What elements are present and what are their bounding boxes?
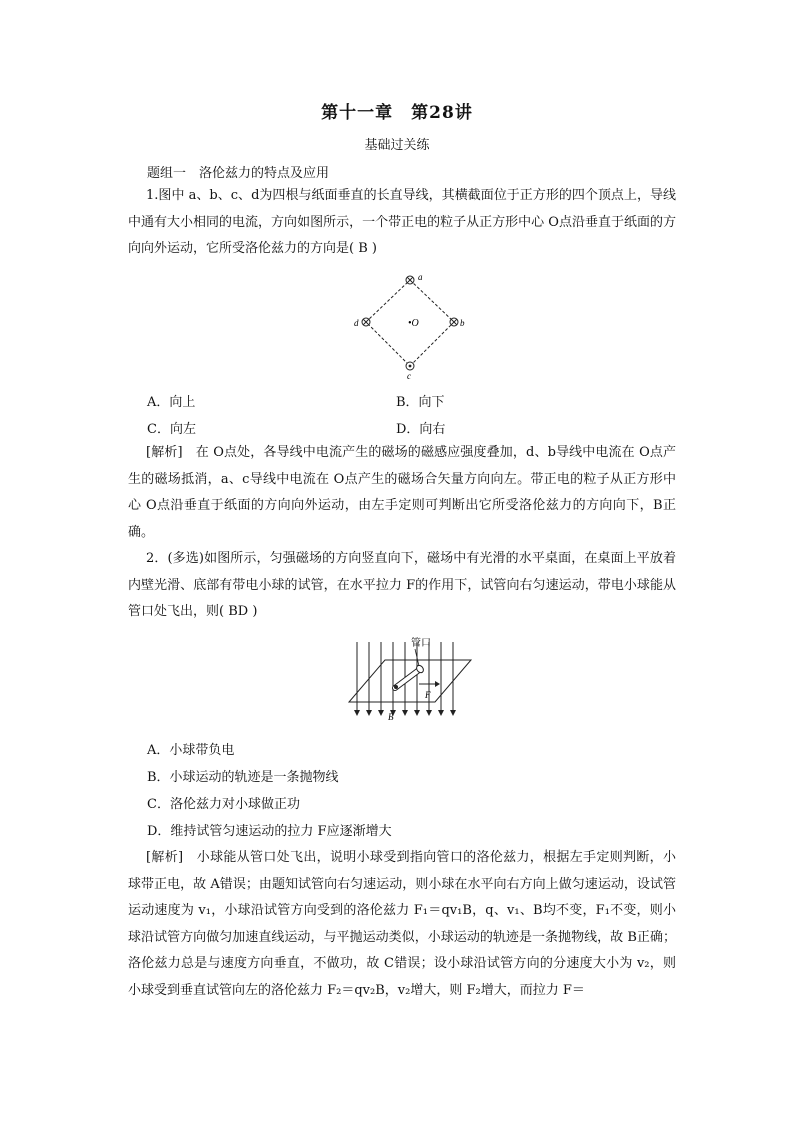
label-c: c	[407, 371, 411, 381]
charged-ball	[394, 685, 398, 689]
q2-option-d: D．维持试管匀速运动的拉力 F应逐渐增大	[147, 824, 392, 839]
label-d: d	[354, 318, 359, 328]
q1-option-a: A．向上	[147, 395, 196, 410]
field-arrowheads	[354, 710, 456, 716]
force-arrowhead	[435, 681, 440, 687]
wire-b-cross-symbol	[450, 318, 458, 326]
q2-option-b: B．小球运动的轨迹是一条抛物线	[147, 770, 339, 785]
q1-analysis: [解析] 在 O点处，各导线中电流产生的磁场的磁感应强度叠加，d、b导线中电流在 O点产生的磁场抵消，a、c导线中电流在 O点产生的磁场合矢量方向向左。带正电的粒子从正方形中心 O点沿垂直于纸面的方向向外运动，由左手定则可判断出它所受洛伦兹力的方向向下，B正确。	[128, 445, 676, 540]
q1-option-c: C．向左	[147, 422, 196, 437]
page-title: 第十一章 第28讲	[321, 103, 473, 123]
square-wires-diagram	[350, 268, 470, 382]
test-tube	[394, 664, 425, 689]
page-subtitle: 基础过关练	[364, 138, 430, 153]
label-o: •O	[408, 318, 419, 329]
magnetic-field-tube-diagram	[343, 632, 479, 722]
label-a: a	[418, 272, 423, 282]
wire-c-dot-symbol	[406, 362, 414, 370]
label-B: B	[388, 712, 394, 722]
wire-a-cross-symbol	[406, 276, 414, 284]
question-2-stem: 2．(多选)如图所示，匀强磁场的方向竖直向下，磁场中有光滑的水平桌面，在桌面上平放着内壁光滑、底部有带电小球的试管，在水平拉力 F的作用下，试管向右匀速运动，带电小球能从管口处飞出，则( BD )	[128, 551, 676, 619]
q2-option-a: A．小球带负电	[147, 743, 235, 758]
q1-option-b: B．向下	[396, 395, 445, 410]
group-heading: 题组一 洛伦兹力的特点及应用	[147, 166, 330, 181]
wire-d-cross-symbol	[362, 318, 370, 326]
q2-analysis: [解析] 小球能从管口处飞出，说明小球受到指向管口的洛伦兹力，根据左手定则判断，小球带正电，故 A错误；由题知试管向右匀速运动，则小球在水平向右方向上做匀速运动，设试管运动速度为 v₁，小球沿试管方向受到的洛伦兹力 F₁＝qv₁B，q、v₁、B均不变，F₁不变，则小球沿试管方向做匀加速直线运动，与平抛运动类似，小球运动的轨迹是一条抛物线，故 B正确；洛伦兹力总是与速度方向垂直，不做功，故 C错误；设小球沿试管方向的分速度大小为 v₂，则小球受到垂直试管向左的洛伦兹力 F₂＝qv₂B，v₂增大，则 F₂增大，而拉力 F＝	[128, 850, 676, 998]
label-F: F	[425, 690, 431, 700]
label-tube-mouth: 管口	[411, 638, 431, 649]
label-b: b	[460, 318, 465, 328]
q1-option-d: D．向右	[396, 422, 446, 437]
question-1-stem: 1.图中 a、b、c、d为四根与纸面垂直的长直导线，其横截面位于正方形的四个顶点上，导线中通有大小相同的电流，方向如图所示，一个带正电的粒子从正方形中心 O点沿垂直于纸面的方向向外运动，它所受洛伦兹力的方向是( B )	[128, 188, 676, 256]
q2-option-c: C．洛伦兹力对小球做正功	[147, 797, 300, 812]
